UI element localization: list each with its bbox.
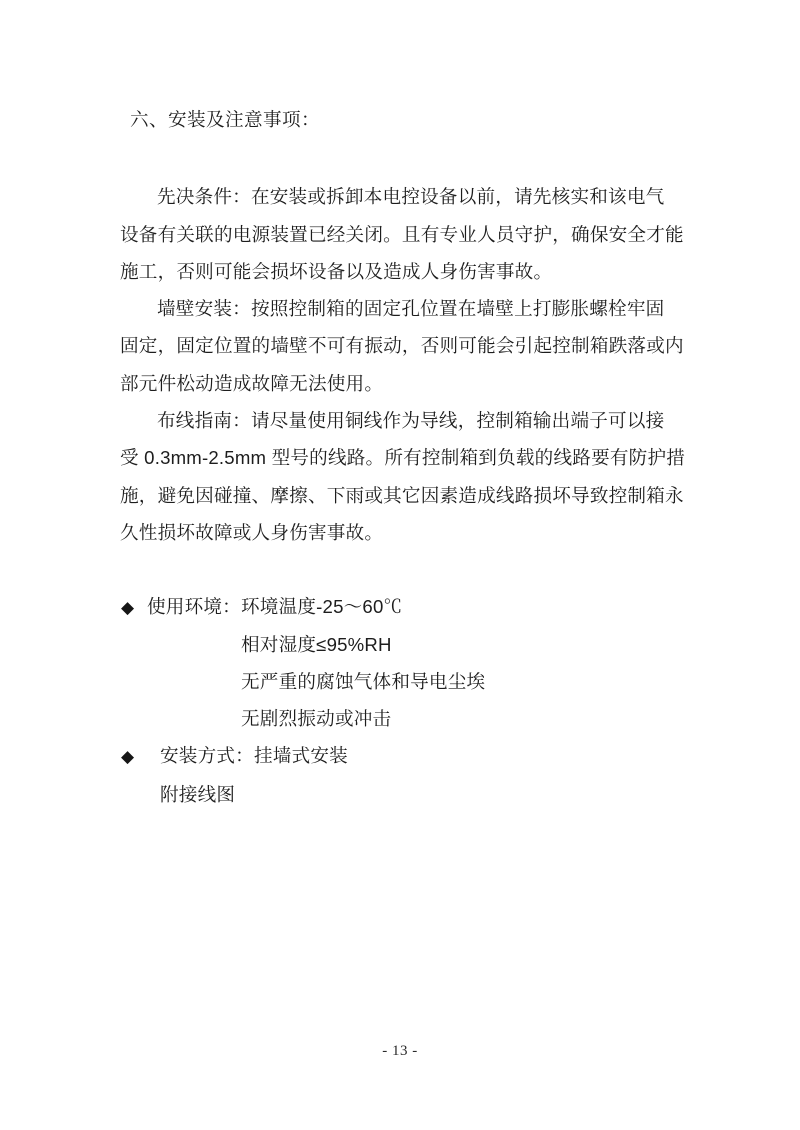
paragraph-prerequisites: 先决条件：在安装或拆卸本电控设备以前，请先核实和该电气 设备有关联的电源装置已经关闭。且有专业人员守护，确保安全才能 施工，否则可能会损坏设备以及造成人身伤害事故。 [120, 186, 684, 282]
paragraph-wall-mounting: 墙壁安装：按照控制箱的固定孔位置在墙壁上打膨胀螺栓牢固 固定，固定位置的墙壁不可有振动，否则可能会引起控制箱跌落或内 部元件松动造成故障无法使用。 [120, 298, 684, 394]
bullet-item-environment [120, 588, 700, 737]
paragraph-wiring-guide: 布线指南：请尽量使用铜线作为导线，控制箱输出端子可以接 受 0.3mm-2.5mm 型号的线路。所有控制箱到负载的线路要有防护措 施，避免因碰撞、摩擦、下雨或其它因素造成线路损坏导致控制箱永 久性损坏故障或人身伤害事故。 [120, 410, 686, 543]
bullet-label-mounting-method: 安装方式： [160, 745, 254, 767]
spec-bullet-list [120, 588, 700, 813]
bullet-label-environment: 使用环境： [147, 596, 241, 618]
page-number: - 13 - [382, 1043, 418, 1059]
diamond-bullet-icon: ◆ [121, 598, 135, 618]
bullet-value-environment: 环境温度-25～60℃ 相对湿度≤95%RH 无严重的腐蚀气体和导电尘埃 无剧烈振动或冲击 [240, 596, 486, 730]
document-content [0, 101, 800, 813]
section-title: 六、安装及注意事项： [130, 109, 320, 130]
attachment-note: 附接线图 [160, 783, 236, 805]
diamond-bullet-icon: ◆ [121, 747, 135, 767]
bullet-item-mounting-method [120, 737, 700, 775]
bullet-value-mounting-method: 挂墙式安装 [253, 745, 348, 767]
